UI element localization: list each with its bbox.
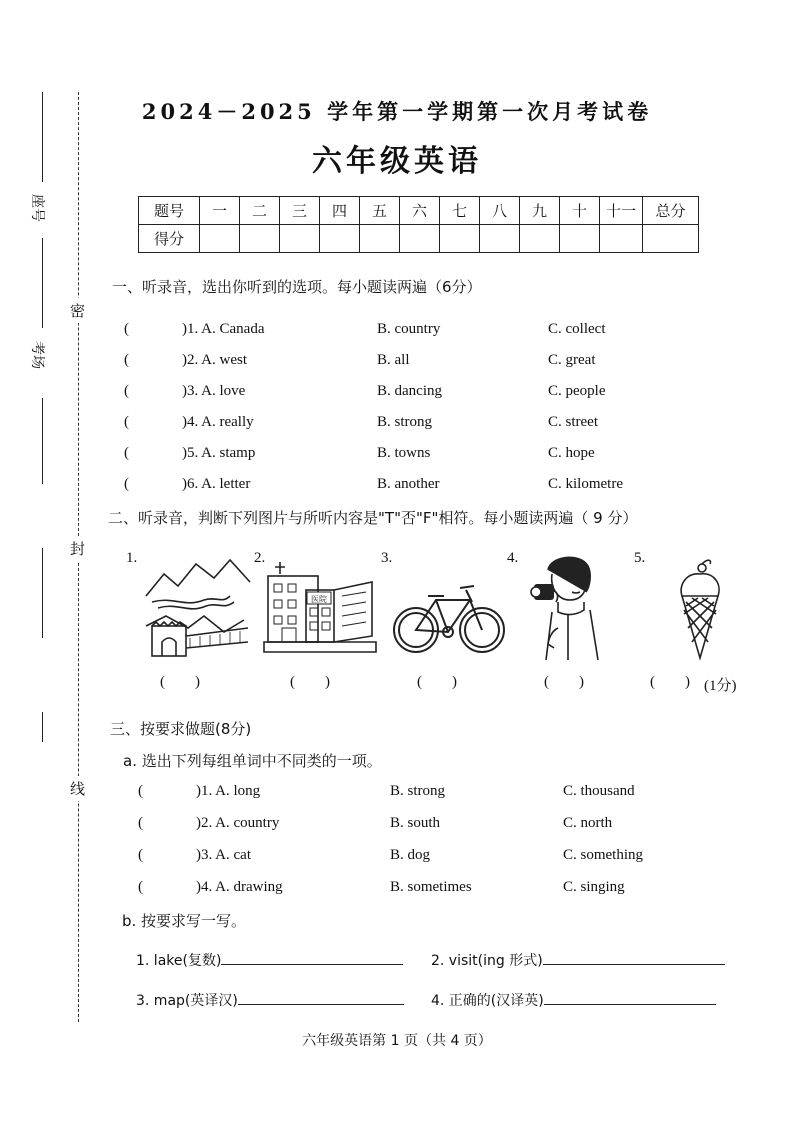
answer-paren-open[interactable]: ( <box>138 815 143 831</box>
score-header-cell: 一 <box>200 197 240 225</box>
answer-paren-blank[interactable]: ( ) <box>544 674 584 690</box>
answer-paren-blank[interactable]: ( ) <box>290 674 330 690</box>
question-option-b: B. strong <box>390 783 446 799</box>
room-label: 考场 <box>29 341 45 369</box>
binding-line-5 <box>42 712 43 742</box>
write-item <box>431 950 725 970</box>
hospital-picture <box>262 560 378 660</box>
score-input-cell[interactable] <box>520 225 560 253</box>
answer-paren-open[interactable]: ( <box>138 847 143 863</box>
picture-number: 5. <box>634 550 646 566</box>
score-header-cell: 十 <box>560 197 600 225</box>
write-item <box>431 990 716 1010</box>
binding-line-4 <box>42 548 43 638</box>
question-option-a: )2. A. country <box>196 815 280 831</box>
answer-paren-open[interactable]: ( <box>138 879 143 895</box>
score-header-cell: 七 <box>440 197 480 225</box>
answer-paren-blank[interactable]: ( ) <box>650 674 690 690</box>
seat-label: 座号 <box>29 194 45 222</box>
answer-paren-open[interactable]: ( <box>124 352 129 368</box>
answer-paren-open[interactable]: ( <box>124 414 129 430</box>
question-option-a: )2. A. west <box>182 352 247 368</box>
seal-mark-mi: 密 <box>70 298 85 323</box>
score-input-cell[interactable] <box>643 225 699 253</box>
question-option-a: )3. A. love <box>182 383 246 399</box>
write-item <box>136 990 404 1010</box>
question-option-b: B. dog <box>390 847 431 863</box>
picture-number: 1. <box>126 550 138 566</box>
section3-part-a: a. 选出下列每组单词中不同类的一项。 <box>123 752 382 770</box>
section3-part-b: b. 按要求写一写。 <box>122 912 247 930</box>
answer-paren-open[interactable]: ( <box>138 783 143 799</box>
score-header-cell: 六 <box>400 197 440 225</box>
score-table-score-row <box>139 225 699 253</box>
ice-cream-picture <box>676 558 724 662</box>
write-item-prompt: 4. 正确的(汉译英) <box>431 993 544 1009</box>
score-input-cell[interactable] <box>280 225 320 253</box>
answer-paren-blank[interactable]: ( ) <box>160 674 200 690</box>
section1-heading: 一、听录音，选出你听到的选项。每小题读两遍（6分） <box>112 278 482 296</box>
write-item-prompt: 3. map(英译汉) <box>136 993 238 1009</box>
answer-paren-open[interactable]: ( <box>124 383 129 399</box>
great-wall-picture <box>144 556 252 662</box>
hospital-sign-text: 医院 <box>311 595 327 604</box>
question-option-c: C. north <box>563 815 613 831</box>
section2-heading: 二、听录音，判断下列图片与所听内容是"T"否"F"相符。每小题读两遍（ 9 分） <box>108 509 638 527</box>
question-option-c: C. something <box>563 847 644 863</box>
score-row-label: 得分 <box>139 225 200 253</box>
question-option-b: B. dancing <box>377 383 442 399</box>
score-table-header-row <box>139 197 699 225</box>
score-header-cell: 四 <box>320 197 360 225</box>
score-table <box>138 196 699 253</box>
question-option-c: C. great <box>548 352 596 368</box>
question-option-c: C. singing <box>563 879 625 895</box>
score-input-cell[interactable] <box>600 225 643 253</box>
question-option-c: C. collect <box>548 321 606 337</box>
page-footer: 六年级英语第 1 页（共 4 页） <box>302 1033 492 1049</box>
score-header-cell: 五 <box>360 197 400 225</box>
question-option-b: B. sometimes <box>390 879 472 895</box>
question-option-a: )5. A. stamp <box>182 445 256 461</box>
score-header-cell: 三 <box>280 197 320 225</box>
question-option-a: )3. A. cat <box>196 847 251 863</box>
question-option-b: B. south <box>390 815 441 831</box>
question-option-c: C. people <box>548 383 606 399</box>
picture-number: 2. <box>254 550 266 566</box>
question-option-c: C. street <box>548 414 598 430</box>
score-header-cell: 题号 <box>139 197 200 225</box>
score-input-cell[interactable] <box>400 225 440 253</box>
question-option-b: B. strong <box>377 414 433 430</box>
seal-mark-xian: 线 <box>70 776 85 801</box>
score-input-cell[interactable] <box>480 225 520 253</box>
question-option-b: B. towns <box>377 445 431 461</box>
question-option-a: )1. A. Canada <box>182 321 265 337</box>
score-header-cell: 十一 <box>600 197 643 225</box>
score-header-cell: 八 <box>480 197 520 225</box>
question-option-c: C. thousand <box>563 783 635 799</box>
question-option-a: )1. A. long <box>196 783 261 799</box>
question-option-c: C. kilometre <box>548 476 623 492</box>
exam-title: 2024－2025 学年第一学期第一次月考试卷 <box>141 99 653 124</box>
answer-paren-open[interactable]: ( <box>124 445 129 461</box>
picture-number: 4. <box>507 550 519 566</box>
score-input-cell[interactable] <box>560 225 600 253</box>
write-item-prompt: 2. visit(ing 形式) <box>431 953 543 969</box>
score-header-cell: 二 <box>240 197 280 225</box>
answer-paren-open[interactable]: ( <box>124 321 129 337</box>
score-header-cell: 九 <box>520 197 560 225</box>
score-input-cell[interactable] <box>360 225 400 253</box>
question-option-a: )4. A. really <box>182 414 254 430</box>
score-input-cell[interactable] <box>200 225 240 253</box>
boy-with-camera-picture <box>528 552 606 662</box>
write-item <box>136 950 403 970</box>
binding-line-3 <box>42 398 43 484</box>
question-option-c: C. hope <box>548 445 595 461</box>
bike-picture <box>392 566 506 658</box>
exam-subtitle: 六年级英语 <box>312 144 482 179</box>
answer-blank[interactable] <box>238 990 404 1005</box>
score-input-cell[interactable] <box>320 225 360 253</box>
write-item-prompt: 1. lake(复数) <box>136 953 222 969</box>
binding-line-2 <box>42 238 43 328</box>
picture-number: 3. <box>381 550 393 566</box>
answer-blank[interactable] <box>221 950 403 965</box>
question-option-a: )4. A. drawing <box>196 879 283 895</box>
score-note: (1分) <box>704 678 737 694</box>
answer-blank[interactable] <box>543 950 725 965</box>
seal-mark-feng: 封 <box>70 536 85 561</box>
answer-blank[interactable] <box>544 990 716 1005</box>
score-header-cell: 总分 <box>643 197 699 225</box>
question-option-a: )6. A. letter <box>182 476 251 492</box>
section3-heading: 三、按要求做题(8分) <box>110 720 252 738</box>
question-option-b: B. all <box>377 352 410 368</box>
answer-paren-open[interactable]: ( <box>124 476 129 492</box>
answer-paren-blank[interactable]: ( ) <box>417 674 457 690</box>
score-input-cell[interactable] <box>240 225 280 253</box>
question-option-b: B. country <box>377 321 441 337</box>
question-option-b: B. another <box>377 476 440 492</box>
score-input-cell[interactable] <box>440 225 480 253</box>
